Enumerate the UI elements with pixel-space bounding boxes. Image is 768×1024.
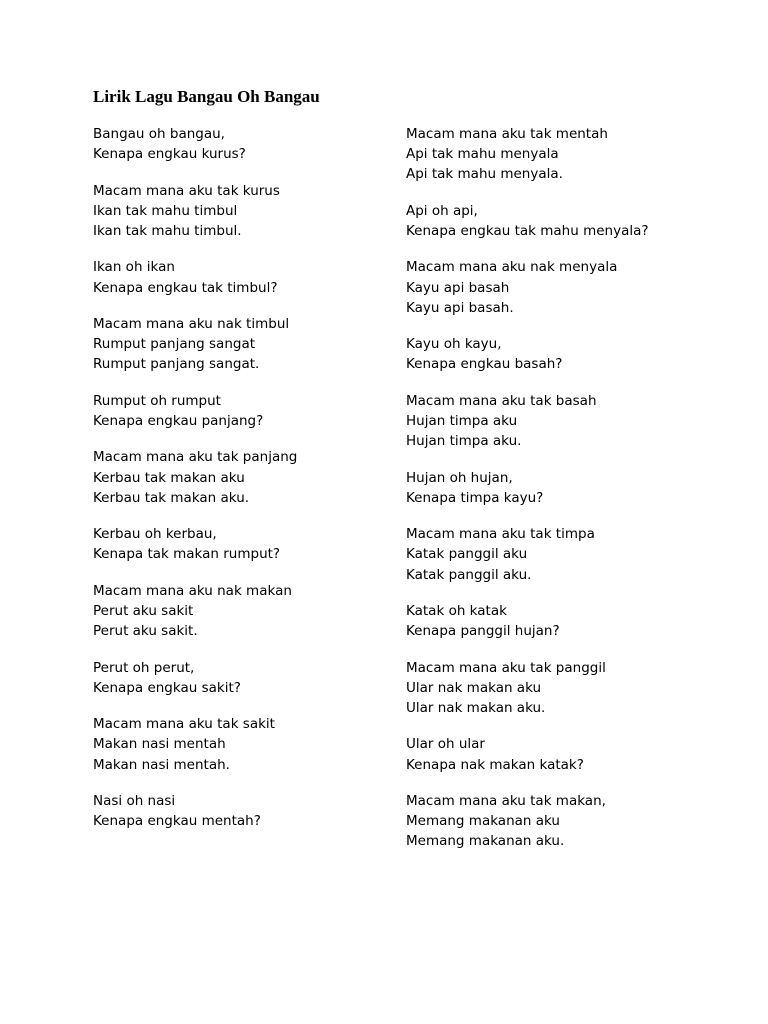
lyric-line: Kenapa tak makan rumput? (93, 546, 281, 563)
stanza (406, 201, 649, 241)
stanza (93, 714, 297, 775)
lyric-line: Kerbau oh kerbau, (93, 526, 217, 543)
stanza (93, 658, 297, 698)
lyric-line: Hujan timpa aku. (406, 433, 522, 450)
stanza (93, 581, 297, 642)
lyric-line: Perut aku sakit. (93, 623, 198, 640)
lyric-line: Api tak mahu menyala. (406, 166, 563, 183)
lyric-line: Perut aku sakit (93, 602, 194, 619)
lyric-line: Ikan tak mahu timbul (93, 202, 238, 219)
stanza (93, 257, 297, 297)
lyric-line: Kenapa engkau panjang? (93, 412, 264, 429)
stanza (93, 447, 297, 508)
lyric-line: Kenapa engkau tak mahu menyala? (406, 223, 649, 239)
lyric-line: Kenapa engkau mentah? (93, 813, 261, 830)
lyric-line: Katak panggil aku. (406, 566, 532, 583)
stanza (93, 391, 297, 431)
lyric-line: Rumput oh rumput (93, 392, 221, 409)
lyric-line: Makan nasi mentah (93, 736, 226, 753)
lyric-line: Macam mana aku tak timpa (406, 526, 595, 543)
lyric-line: Rumput panjang sangat (93, 336, 256, 353)
stanza (406, 468, 649, 508)
stanza (93, 181, 297, 242)
stanza (406, 334, 649, 374)
lyric-line: Macam mana aku nak timbul (93, 315, 290, 332)
lyric-line: Api tak mahu menyala (406, 146, 559, 163)
lyric-line: Macam mana aku tak mentah (406, 126, 608, 142)
lyric-line: Macam mana aku tak panjang (93, 449, 298, 466)
lyric-line: Kerbau tak makan aku. (93, 489, 250, 506)
stanza (406, 391, 649, 452)
lyric-line: Kayu api basah. (406, 299, 514, 316)
lyrics-column-right (406, 124, 649, 868)
lyric-line: Kenapa panggil hujan? (406, 623, 560, 640)
stanza (93, 524, 297, 564)
lyric-line: Perut oh perut, (93, 659, 195, 676)
lyric-line: Macam mana aku nak menyala (406, 259, 618, 276)
lyric-line: Kenapa engkau sakit? (93, 679, 241, 696)
lyric-line: Rumput panjang sangat. (93, 356, 260, 373)
stanza (406, 257, 649, 318)
lyric-line: Kenapa nak makan katak? (406, 756, 584, 773)
lyric-line: Kenapa engkau basah? (406, 356, 563, 373)
lyric-line: Hujan oh hujan, (406, 469, 513, 486)
stanza (406, 124, 649, 185)
lyric-line: Kayu api basah (406, 279, 510, 296)
lyric-line: Ular nak makan aku (406, 679, 542, 696)
lyric-line: Macam mana aku tak basah (406, 392, 597, 409)
stanza (406, 734, 649, 774)
lyric-line: Nasi oh nasi (93, 792, 176, 809)
stanza (406, 658, 649, 719)
lyric-line: Kenapa engkau tak timbul? (93, 279, 278, 296)
lyric-line: Kerbau tak makan aku (93, 469, 245, 486)
lyric-line: Ikan tak mahu timbul. (93, 223, 242, 239)
stanza (406, 601, 649, 641)
lyric-line: Ikan oh ikan (93, 259, 175, 276)
document-title: Lirik Lagu Bangau Oh Bangau (93, 87, 320, 106)
lyric-line: Ular nak makan aku. (406, 699, 546, 716)
lyric-line: Kenapa engkau kurus? (93, 146, 246, 163)
stanza (406, 791, 649, 852)
lyric-line: Memang makanan aku. (406, 833, 565, 850)
lyric-line: Macam mana aku tak kurus (93, 182, 280, 199)
lyric-line: Api oh api, (406, 202, 478, 219)
lyric-line: Katak oh katak (406, 602, 507, 619)
lyric-line: Bangau oh bangau, (93, 126, 225, 142)
lyric-line: Hujan timpa aku (406, 412, 518, 429)
lyric-line: Ular oh ular (406, 736, 485, 753)
stanza (93, 314, 297, 375)
lyric-line: Macam mana aku tak sakit (93, 716, 275, 733)
lyric-line: Kenapa timpa kayu? (406, 489, 544, 506)
lyrics-column-left (93, 124, 297, 848)
stanza (93, 791, 297, 831)
lyric-line: Macam mana aku nak makan (93, 582, 292, 599)
lyric-line: Macam mana aku tak panggil (406, 659, 606, 676)
lyric-line: Kayu oh kayu, (406, 336, 502, 353)
lyric-line: Katak panggil aku (406, 546, 528, 563)
lyric-line: Makan nasi mentah. (93, 756, 230, 773)
stanza (93, 124, 297, 164)
lyric-line: Macam mana aku tak makan, (406, 792, 606, 809)
stanza (406, 524, 649, 585)
lyric-line: Memang makanan aku (406, 813, 560, 830)
